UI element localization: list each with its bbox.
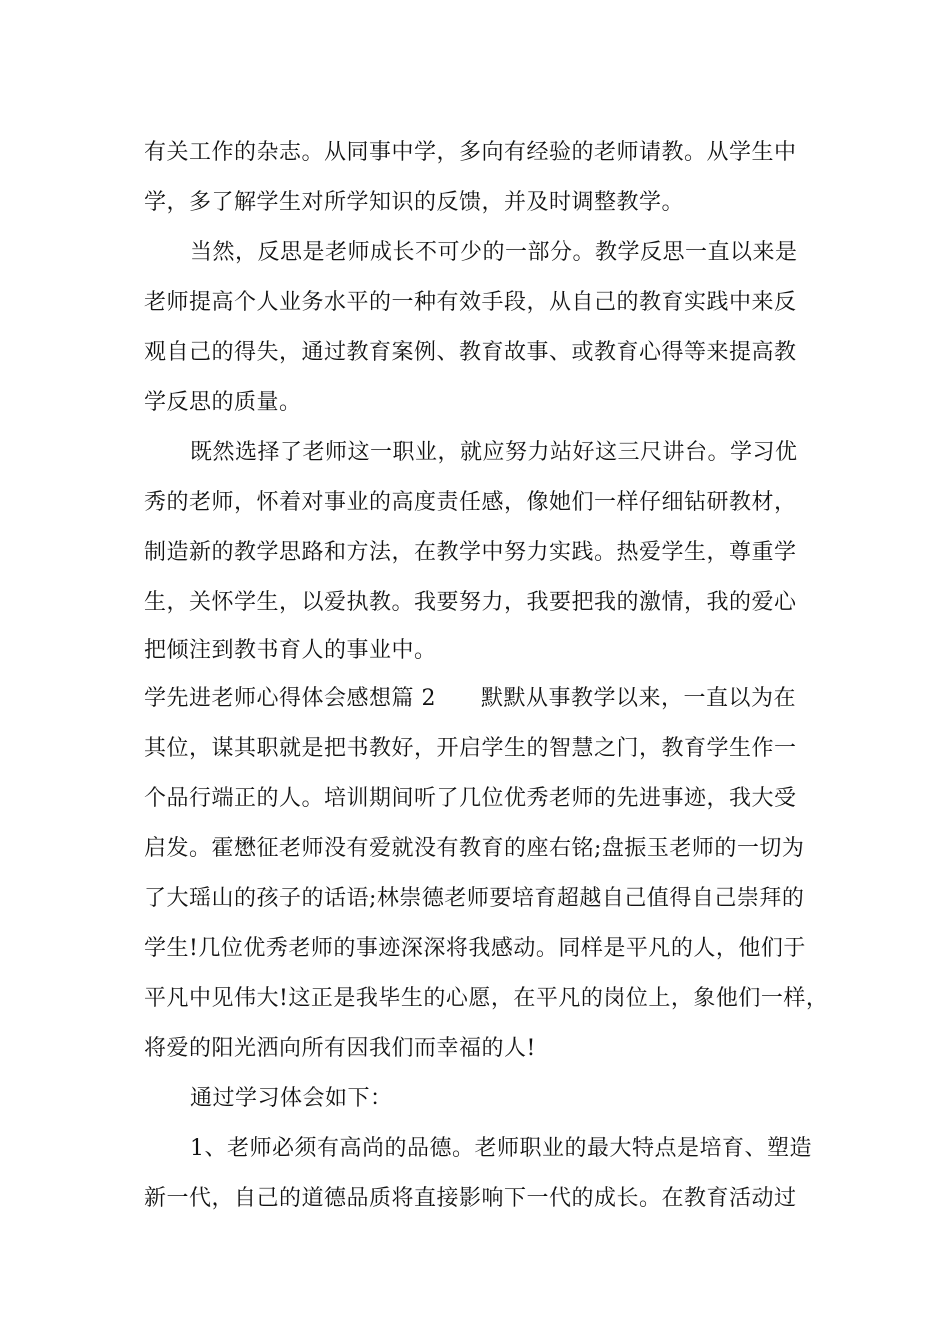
text-line: 启发。霍懋征老师没有爱就没有教育的座右铭;盘振玉老师的一切为	[144, 836, 805, 861]
text-line: 有关工作的杂志。从同事中学，多向有经验的老师请教。从学生中	[144, 140, 797, 165]
paragraph-start-line: 当然，反思是老师成长不可少的一部分。教学反思一直以来是	[190, 240, 798, 265]
text-line: 生，关怀学生，以爱执教。我要努力，我要把我的激情，我的爱心	[144, 590, 797, 615]
text-line: 了大瑶山的孩子的话语;林崇德老师要培育超越自己值得自己崇拜的	[144, 886, 805, 911]
text-line: 观自己的得失，通过教育案例、教育故事、或教育心得等来提高教	[144, 340, 797, 365]
text-line: 把倾注到教书育人的事业中。	[144, 638, 437, 663]
text-line: 个品行端正的人。培训期间听了几位优秀老师的先进事迹，我大受	[144, 786, 797, 811]
text-line: 其位，谋其职就是把书教好，开启学生的智慧之门，教育学生作一	[144, 736, 797, 761]
text-line: 秀的老师，怀着对事业的高度责任感，像她们一样仔细钻研教材，	[144, 490, 797, 515]
text-line: 将爱的阳光洒向所有因我们而幸福的人!	[144, 1036, 536, 1061]
text-line: 新一代，自己的道德品质将直接影响下一代的成长。在教育活动过	[144, 1186, 797, 1211]
paragraph-start-line: 既然选择了老师这一职业，就应努力站好这三尺讲台。学习优	[190, 440, 798, 465]
text-line: 学生!几位优秀老师的事迹深深将我感动。同样是平凡的人，他们于	[144, 936, 806, 961]
section-heading-line: 学先进老师心得体会感想篇 2 默默从事教学以来，一直以为在	[144, 686, 796, 711]
text-line: 学反思的质量。	[144, 390, 302, 415]
paragraph-start-line: 1、老师必须有高尚的品德。老师职业的最大特点是培育、塑造	[190, 1136, 812, 1161]
paragraph-start-line: 通过学习体会如下：	[190, 1086, 393, 1111]
text-line: 制造新的教学思路和方法，在教学中努力实践。热爱学生，尊重学	[144, 540, 797, 565]
text-line: 学，多了解学生对所学知识的反馈，并及时调整教学。	[144, 190, 685, 215]
text-line: 平凡中见伟大!这正是我毕生的心愿，在平凡的岗位上，象他们一样，	[144, 986, 829, 1011]
text-line: 老师提高个人业务水平的一种有效手段，从自己的教育实践中来反	[144, 290, 797, 315]
